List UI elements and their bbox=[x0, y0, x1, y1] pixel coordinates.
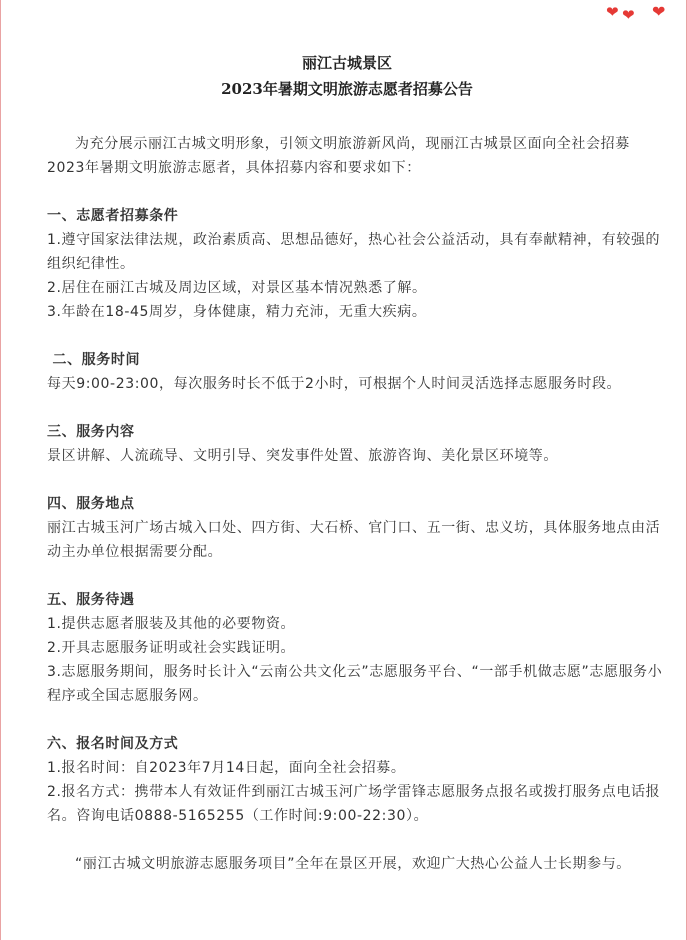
section-heading-time: 二、服务时间 bbox=[47, 352, 141, 368]
article-title-line1: 丽江古城景区 bbox=[301, 54, 392, 72]
section-heading-location: 四、服务地点 bbox=[47, 496, 135, 512]
heart-icon: ❤ bbox=[622, 6, 635, 24]
section-line: 每天9:00-23:00，每次服务时长不低于2小时，可根据个人时间灵活选择志愿服务时段。 bbox=[47, 376, 622, 392]
intro-paragraph: 为充分展示丽江古城文明形象，引领文明旅游新风尚，现丽江古城景区面向全社会招募2023年暑期文明旅游志愿者，具体招募内容和要求如下： bbox=[47, 136, 630, 176]
section-line: 2.居住在丽江古城及周边区域，对景区基本情况熟悉了解。 bbox=[47, 280, 427, 296]
article-body bbox=[47, 50, 663, 876]
section-heading-content: 三、服务内容 bbox=[47, 424, 135, 440]
heart-icon: ❤ bbox=[652, 2, 666, 21]
section-line: 3.志愿服务期间，服务时长计入“云南公共文化云”志愿服务平台、“一部手机做志愿”志愿服务小程序或全国志愿服务网。 bbox=[47, 664, 663, 704]
section-line: 3.年龄在18-45周岁，身体健康，精力充沛，无重大疾病。 bbox=[47, 304, 427, 320]
article-title-line2: 2023年暑期文明旅游志愿者招募公告 bbox=[221, 80, 473, 98]
section-line: 1.遵守国家法律法规，政治素质高、思想品德好，热心社会公益活动，具有奉献精神，有较强的组织纪律性。 bbox=[47, 232, 661, 272]
section-line: 1.提供志愿者服装及其他的必要物资。 bbox=[47, 616, 296, 632]
section-line: 2.报名方式：携带本人有效证件到丽江古城玉河广场学雷锋志愿服务点报名或拨打服务点电话报名。咨询电话0888-5165255（工作时间:9:00-22:30）。 bbox=[47, 784, 661, 824]
section-heading-benefits: 五、服务待遇 bbox=[47, 592, 135, 608]
section-line: 2.开具志愿服务证明或社会实践证明。 bbox=[47, 640, 296, 656]
section-line: 1.报名时间：自2023年7月14日起，面向全社会招募。 bbox=[47, 760, 406, 776]
section-heading-conditions: 一、志愿者招募条件 bbox=[47, 208, 179, 224]
section-heading-registration: 六、报名时间及方式 bbox=[47, 736, 179, 752]
closing-paragraph: “丽江古城文明旅游志愿服务项目”全年在景区开展，欢迎广大热心公益人士长期参与。 bbox=[75, 856, 631, 872]
section-line: 景区讲解、人流疏导、文明引导、突发事件处置、旅游咨询、美化景区环境等。 bbox=[47, 448, 558, 464]
heart-decoration bbox=[606, 4, 676, 28]
section-line: 丽江古城玉河广场古城入口处、四方街、大石桥、官门口、五一街、忠义坊，具体服务地点由活动主办单位根据需要分配。 bbox=[47, 520, 661, 560]
heart-icon: ❤ bbox=[606, 3, 619, 21]
